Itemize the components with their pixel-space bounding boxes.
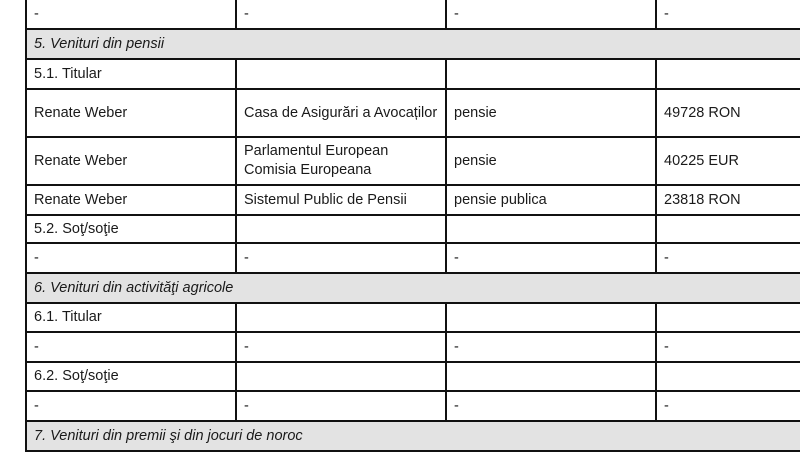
table-row xyxy=(26,185,800,215)
income-amount: 40225 EUR xyxy=(656,137,800,185)
income-source: Sistemul Public de Pensii xyxy=(236,185,446,215)
table-row xyxy=(26,332,800,362)
table-row xyxy=(26,89,800,137)
table-cell: - xyxy=(236,0,446,29)
table-cell: - xyxy=(446,391,656,421)
table-cell: - xyxy=(26,0,236,29)
table-cell xyxy=(446,215,656,243)
table-cell: - xyxy=(656,332,800,362)
holder-name: Renate Weber xyxy=(26,89,236,137)
table-cell: - xyxy=(236,243,446,273)
table-cell: - xyxy=(656,243,800,273)
table-row xyxy=(26,303,800,332)
table-row xyxy=(26,362,800,391)
table-cell: - xyxy=(656,0,800,29)
table-cell: - xyxy=(26,332,236,362)
table-row xyxy=(26,137,800,185)
table-cell xyxy=(656,303,800,332)
table-cell xyxy=(236,303,446,332)
subsection-label-holder: 6.1. Titular xyxy=(26,303,236,332)
table-cell: - xyxy=(236,391,446,421)
section-title-prizes: 7. Venituri din premii şi din jocuri de noroc xyxy=(26,421,800,451)
table-cell xyxy=(446,362,656,391)
income-source: Casa de Asigurări a Avocaților xyxy=(236,89,446,137)
table-cell xyxy=(656,362,800,391)
table-cell: - xyxy=(656,391,800,421)
table-cell: - xyxy=(26,243,236,273)
table-cell: - xyxy=(236,332,446,362)
table-cell: - xyxy=(26,391,236,421)
income-type: pensie xyxy=(446,137,656,185)
holder-name: Renate Weber xyxy=(26,185,236,215)
income-declaration-table xyxy=(25,0,800,452)
table-cell xyxy=(236,59,446,89)
subsection-label-spouse: 5.2. Soţ/soţie xyxy=(26,215,236,243)
table-cell xyxy=(446,303,656,332)
section-header-row xyxy=(26,273,800,303)
income-source: Parlamentul European Comisia Europeana xyxy=(236,137,446,185)
table-cell xyxy=(656,215,800,243)
section-header-row xyxy=(26,421,800,451)
section-title-pensions: 5. Venituri din pensii xyxy=(26,29,800,59)
table-cell: - xyxy=(446,0,656,29)
table-row xyxy=(26,391,800,421)
table-cell: - xyxy=(446,332,656,362)
table-cell: - xyxy=(446,243,656,273)
section-title-agricultural: 6. Venituri din activităţi agricole xyxy=(26,273,800,303)
table-cell xyxy=(656,59,800,89)
subsection-label-spouse: 6.2. Soţ/soţie xyxy=(26,362,236,391)
income-amount: 23818 RON xyxy=(656,185,800,215)
table-cell xyxy=(236,215,446,243)
table-row xyxy=(26,59,800,89)
table-row xyxy=(26,215,800,243)
table-row xyxy=(26,0,800,29)
income-amount: 49728 RON xyxy=(656,89,800,137)
income-type: pensie publica xyxy=(446,185,656,215)
table-row xyxy=(26,243,800,273)
income-type: pensie xyxy=(446,89,656,137)
holder-name: Renate Weber xyxy=(26,137,236,185)
section-header-row xyxy=(26,29,800,59)
table-cell xyxy=(446,59,656,89)
subsection-label-holder: 5.1. Titular xyxy=(26,59,236,89)
table-cell xyxy=(236,362,446,391)
